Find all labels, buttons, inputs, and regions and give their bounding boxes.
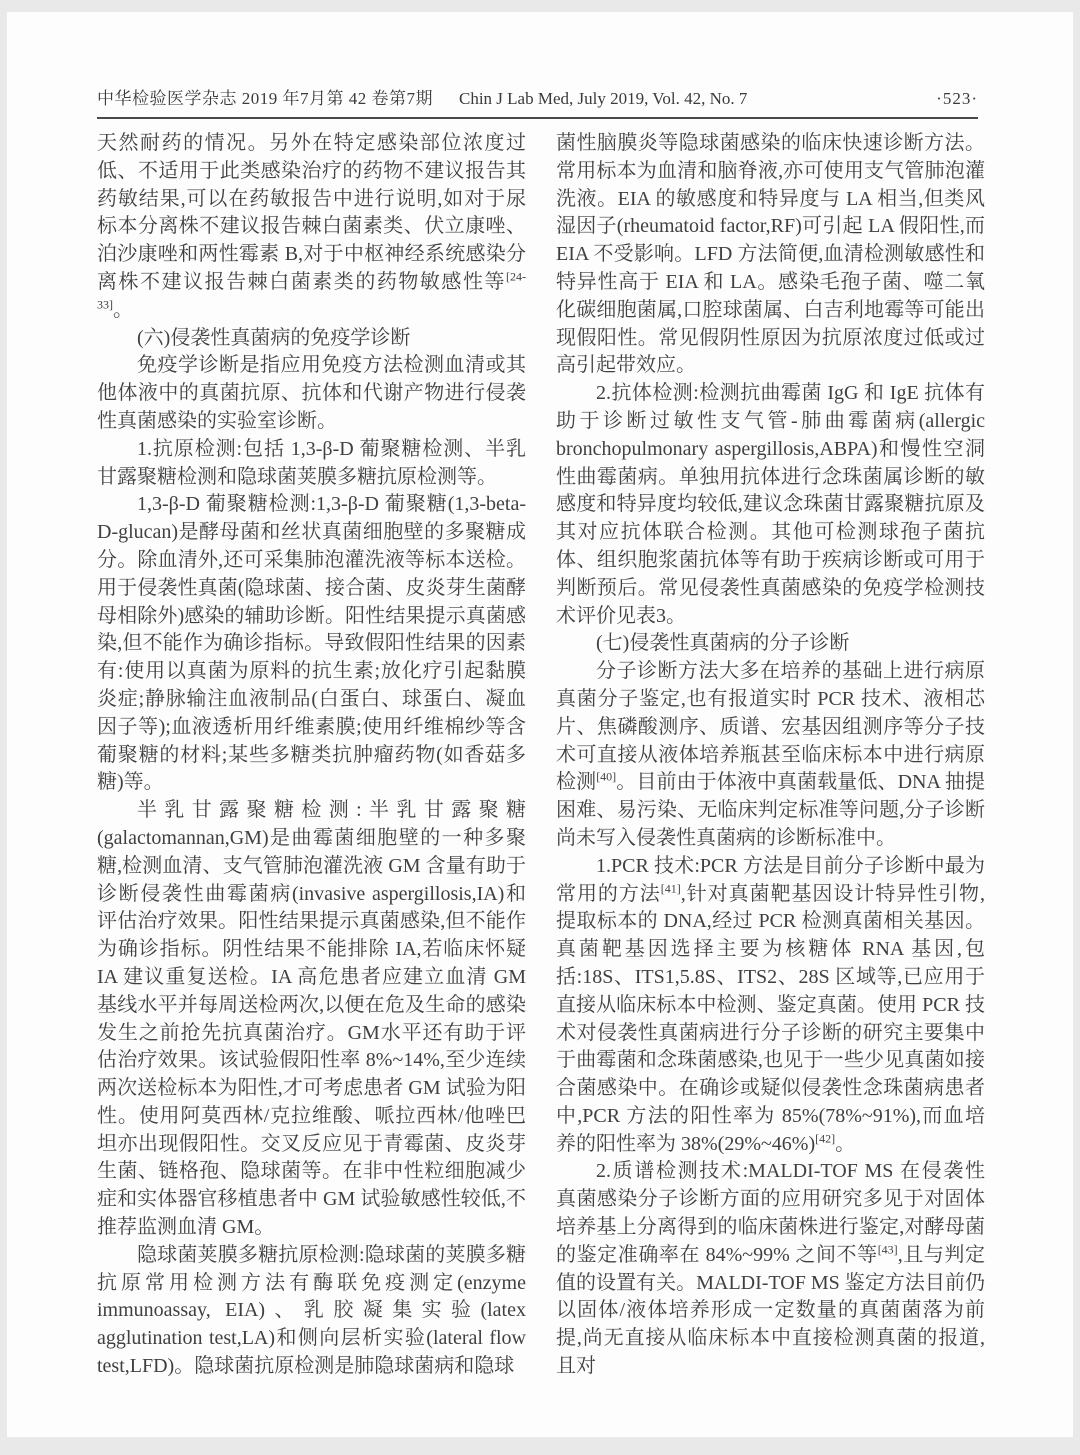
text-run: 1.PCR 技术:PCR 方法是目前分子诊断中最为常用的方法 xyxy=(556,854,985,905)
journal-page xyxy=(7,12,1073,1437)
text-run: 免疫学诊断是指应用免疫方法检测血清或其他体液中的真菌抗原、抗体和代谢产物进行侵袭性真菌感染的实验室诊断。 xyxy=(97,354,526,432)
page-header xyxy=(97,84,978,119)
text-run: ,且与判定值的设置有关。MALDI-TOF MS 鉴定方法目前仍以固体/液体培养形成一定数量的真菌菌落为前提,尚无直接从临床标本中直接检测真菌的报道,且对 xyxy=(556,1243,986,1378)
paragraph xyxy=(97,1242,526,1381)
text-run: 隐球菌荚膜多糖抗原检测:隐球菌的荚膜多糖抗原常用检测方法有酶联免疫测定(enzyme immunoassay, EIA)、乳胶凝集实验(latex agglutination test,LA)和侧向层析实验(lateral flow test,LFD)。隐球菌抗原检测是肺隐球菌病和隐球 xyxy=(97,1243,526,1378)
citation-reference: [41] xyxy=(660,880,681,895)
text-run: 。 xyxy=(835,1132,856,1155)
text-run: 1.抗原检测:包括 1,3-β-D 葡聚糖检测、半乳甘露聚糖检测和隐球菌荚膜多糖抗原检测等。 xyxy=(97,437,526,488)
paragraph xyxy=(556,853,985,1159)
paragraph xyxy=(97,130,526,325)
text-run: 。目前由于体液中真菌载量低、DNA 抽提困难、易污染、无临床判定标准等问题,分子诊断尚未写入侵袭性真菌病的诊断标准中。 xyxy=(556,771,985,849)
paragraph xyxy=(556,130,985,380)
paragraph xyxy=(556,380,985,630)
citation-reference: [42] xyxy=(815,1131,836,1146)
citation-reference: [43] xyxy=(877,1242,898,1257)
text-run: 半乳甘露聚糖检测:半乳甘露聚糖(galactomannan,GM)是曲霉菌细胞壁的一种多聚糖,检测血清、支气管肺泡灌洗液 GM 含量有助于诊断侵袭性曲霉菌病(invasive aspergillosis,IA)和评估治疗效果。阳性结果提示真菌感染,但不能作为确诊指标。阴性结果不能排除 IA,若临床怀疑 IA 建议重复送检。IA 高危患者应建立血清 GM 基线水平并每周送检两次,以便在危及生命的感染发生之前抢先抗真菌治疗。GM水平还有助于评估治疗效果。该试验假阳性率 8%~14%,至少连续两次送检标本为阳性,才可考虑患者 GM 试验为阳性。使用阿莫西林/克拉维酸、哌拉西林/他唑巴坦亦出现假阳性。交叉反应见于青霉菌、皮炎芽生菌、链格孢、隐球菌等。在非中性粒细胞减少症和实体器官移植患者中 GM 试验敏感性较低,不推荐监测血清 GM。 xyxy=(97,799,526,1239)
paragraph xyxy=(97,325,526,353)
text-run: 天然耐药的情况。另外在特定感染部位浓度过低、不适用于此类感染治疗的药物不建议报告其药敏结果,可以在药敏报告中进行说明,如对于尿标本分离株不建议报告棘白菌素类、伏立康唑、泊沙康唑和两性霉素 B,对于中枢神经系统感染分离株不建议报告棘白菌素类的药物敏感性等 xyxy=(97,132,526,293)
paragraph xyxy=(97,491,526,797)
journal-title-line xyxy=(97,84,747,109)
text-run: (七)侵袭性真菌病的分子诊断 xyxy=(596,632,850,655)
right-column xyxy=(556,130,985,1381)
text-run: ,针对真菌靶基因设计特异性引物,提取标本的 DNA,经过 PCR 检测真菌相关基因。真菌靶基因选择主要为核糖体 RNA 基因,包括:18S、ITS1,5.8S、ITS2、28S 区域等,已应用于直接从临床标本中检测、鉴定真菌。使用 PCR 技术对侵袭性真菌病进行分子诊断的研究主要集中于曲霉菌和念珠菌感染,也见于一些少见真菌如接合菌感染中。在确诊或疑似侵袭性念珠菌病患者中,PCR 方法的阳性率为 85%(78%~91%),而血培养的阳性率为 38%(29%~46%) xyxy=(556,882,985,1155)
text-run: 2.质谱检测技术:MALDI-TOF MS 在侵袭性真菌感染分子诊断方面的应用研究多见于对固体培养基上分离得到的临床菌株进行鉴定,对酵母菌的鉴定准确率在 84%~99% 之间不等 xyxy=(556,1160,985,1266)
text-run: 2.抗体检测:检测抗曲霉菌 IgG 和 IgE 抗体有助于诊断过敏性支气管-肺曲霉菌病(allergic bronchopulmonary aspergillosis,ABPA)和慢性空洞性曲霉菌病。单独用抗体进行念珠菌属诊断的敏感度和特异度均较低,建议念珠菌甘露聚糖抗原及其对应抗体联合检测。其他可检测球孢子菌抗体、组织胞浆菌抗体等有助于疾病诊断或可用于判断预后。常见侵袭性真菌感染的免疫学检测技术评价见表3。 xyxy=(556,382,985,627)
text-run: 菌性脑膜炎等隐球菌感染的临床快速诊断方法。常用标本为血清和脑脊液,亦可使用支气管肺泡灌洗液。EIA 的敏感度和特异度与 LA 相当,但类风湿因子(rheumatoid factor,RF)可引起 LA 假阳性,而 EIA 不受影响。LFD 方法简便,血清检测敏感性和特异性高于 EIA 和 LA。感染毛孢子菌、噬二氧化碳细胞菌属,口腔球菌属、白吉利地霉等可能出现假阳性。常见假阴性原因为抗原浓度过低或过高引起带效应。 xyxy=(556,132,985,377)
text-run: 1,3-β-D 葡聚糖检测:1,3-β-D 葡聚糖(1,3-beta-D-glucan)是酵母菌和丝状真菌细胞壁的多聚糖成分。除血清外,还可采集肺泡灌洗液等标本送检。用于侵袭性真菌(隐球菌、接合菌、皮炎芽生菌酵母相除外)感染的辅助诊断。阳性结果提示真菌感染,但不能作为确诊指标。导致假阳性结果的因素有:使用以真菌为原料的抗生素;放化疗引起黏膜炎症;静脉输注血液制品(白蛋白、球蛋白、凝血因子等);血液透析用纤维素膜;使用纤维棉纱等含葡聚糖的材料;某些多糖类抗肿瘤药物(如香菇多糖)等。 xyxy=(97,493,526,794)
page-number: ·523· xyxy=(936,89,978,108)
paragraph xyxy=(97,436,526,492)
journal-title-chinese: 中华检验医学杂志 2019 年7月第 42 卷第7期 xyxy=(97,89,433,108)
left-column xyxy=(97,130,526,1381)
paragraph xyxy=(556,1158,985,1380)
article-body xyxy=(97,130,985,1381)
citation-reference: [40] xyxy=(596,769,617,784)
citation-reference: [24-33] xyxy=(97,269,526,312)
paragraph xyxy=(97,352,526,435)
text-run: (六)侵袭性真菌病的免疫学诊断 xyxy=(137,326,411,349)
text-run: 分子诊断方法大多在培养的基础上进行病原真菌分子鉴定,也有报道实时 PCR 技术、液相芯片、焦磷酸测序、质谱、宏基因组测序等分子技术可直接从液体培养瓶甚至临床标本中进行病原检测 xyxy=(556,660,985,794)
journal-title-english: Chin J Lab Med, July 2019, Vol. 42, No. 7 xyxy=(459,89,748,108)
paragraph xyxy=(556,630,985,658)
paragraph xyxy=(97,797,526,1242)
text-run: 。 xyxy=(113,298,133,321)
paragraph xyxy=(556,658,985,853)
